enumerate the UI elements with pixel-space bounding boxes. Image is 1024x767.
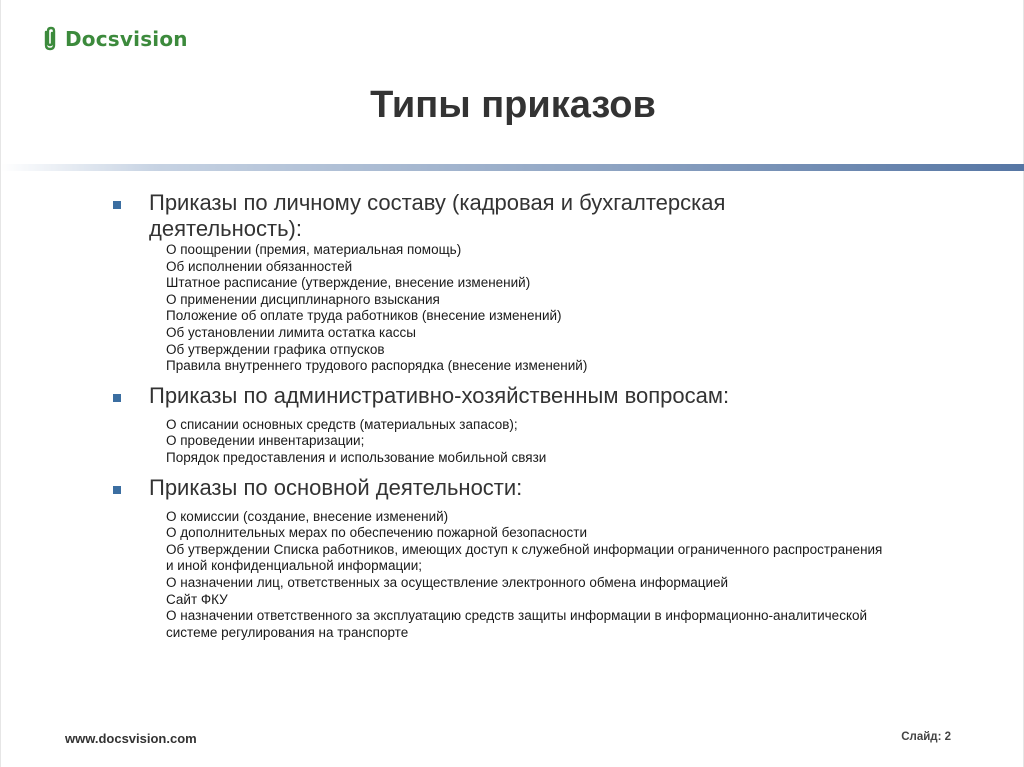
bullet-marker	[113, 201, 121, 209]
brand-logo	[41, 24, 188, 54]
list-item: О применении дисциплинарного взыскания	[166, 291, 440, 307]
list-item: Порядок предоставления и использование мобильной связи	[166, 449, 547, 465]
slide-body	[113, 190, 993, 649]
section-administrative	[113, 383, 993, 467]
list-item: О назначении лиц, ответственных за осуществление электронного обмена информацией	[166, 574, 729, 590]
list-item: Об утверждении Списка работников, имеющих доступ к служебной информации ограниченного распространения и иной конфиденциальной информации;	[166, 541, 883, 574]
slide-title: Типы приказов	[370, 84, 656, 126]
section-heading: Приказы по личному составу (кадровая и бухгалтерская деятельность):	[149, 190, 726, 241]
list-item: Положение об оплате труда работников (внесение изменений)	[166, 308, 562, 324]
section-heading: Приказы по основной деятельности:	[149, 474, 523, 500]
list-item: О комиссии (создание, внесение изменений)	[166, 508, 449, 524]
list-item: Штатное расписание (утверждение, внесение изменений)	[166, 275, 531, 291]
section-core-activity	[113, 475, 993, 642]
list-item: О проведении инвентаризации;	[166, 433, 365, 449]
title-divider	[1, 164, 1024, 171]
list-item: О поощрении (премия, материальная помощь)	[166, 242, 462, 257]
list-item: Правила внутреннего трудового распорядка (внесение изменений)	[166, 358, 588, 374]
list-item: Об установлении лимита остатка кассы	[166, 324, 416, 340]
paperclip-icon	[41, 26, 59, 52]
list-item: О назначении ответственного за эксплуатацию средств защиты информации в информационно-аналитической системе регулирования на транспорте	[166, 608, 868, 640]
list-item: Сайт ФКУ	[166, 591, 228, 607]
brand-name: Docsvision	[65, 27, 188, 51]
list-item: О дополнительных мерах по обеспечению пожарной безопасности	[166, 525, 588, 541]
list-item: Об исполнении обязанностей	[166, 258, 353, 274]
list-item: О списании основных средств (материальных запасов);	[166, 416, 518, 432]
sub-list	[166, 242, 993, 375]
footer-website: www.docsvision.com	[65, 731, 197, 746]
section-personnel	[113, 190, 993, 375]
slide-number: Слайд: 2	[901, 731, 951, 743]
sub-list	[166, 417, 993, 467]
list-item: Об утверждении графика отпусков	[166, 341, 385, 357]
section-heading: Приказы по административно-хозяйственным вопросам:	[149, 382, 730, 408]
sub-list	[166, 509, 993, 642]
bullet-marker	[113, 394, 121, 402]
bullet-marker	[113, 486, 121, 494]
